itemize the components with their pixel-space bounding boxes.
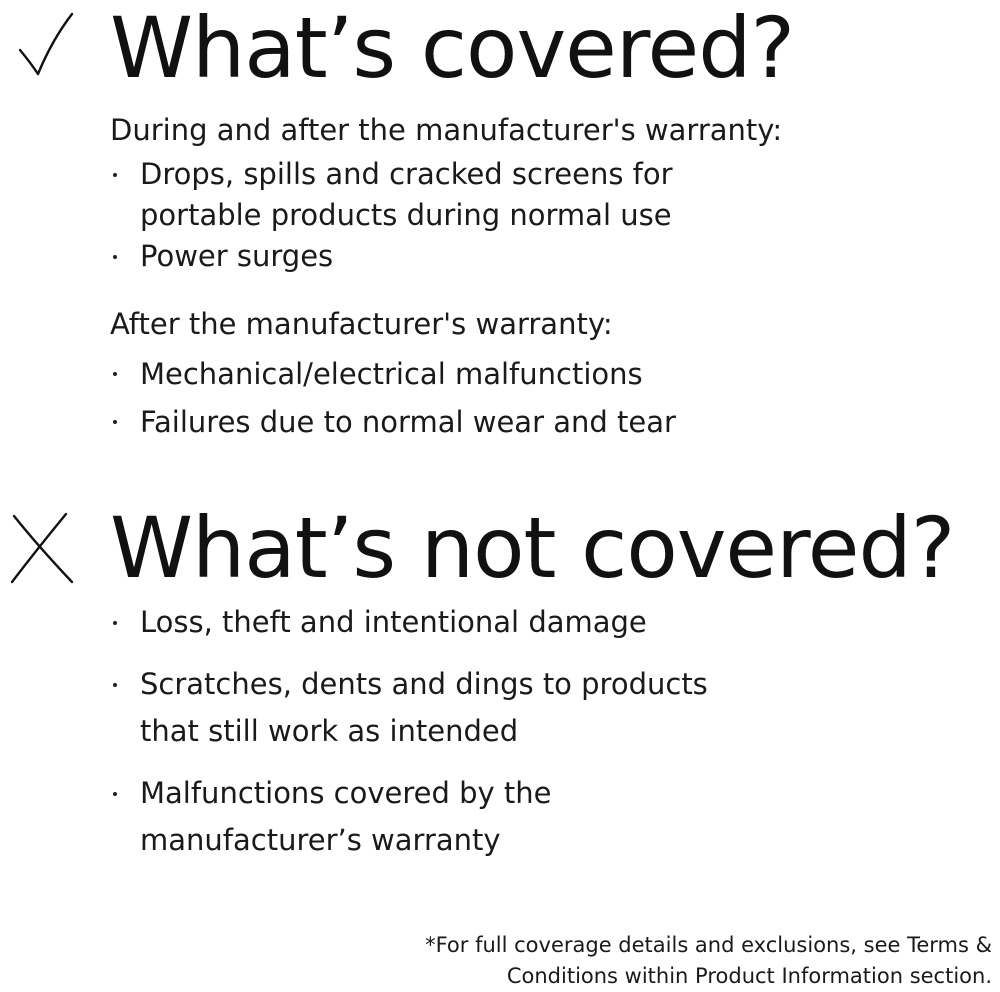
during-after-warranty-list [110, 154, 673, 277]
list-item-line: Loss, theft and intentional damage [140, 605, 647, 639]
footnote-line: *For full coverage details and exclusions, see Terms & [425, 933, 992, 957]
list-item-line: manufacturer’s warranty [140, 823, 501, 857]
not-covered-list [110, 599, 708, 864]
list-item-line: Drops, spills and cracked screens for [140, 157, 673, 191]
during-after-warranty-label: During and after the manufacturer's warranty: [110, 113, 783, 147]
list-item [110, 661, 708, 755]
after-warranty-label: After the manufacturer's warranty: [110, 307, 613, 341]
list-item [110, 599, 708, 646]
footnote-line: Conditions within Product Information section. [506, 964, 992, 988]
list-item [110, 770, 708, 864]
list-item [110, 154, 673, 236]
list-item [110, 398, 676, 446]
check-mark-icon [16, 10, 76, 78]
list-item-line: Scratches, dents and dings to products [140, 667, 708, 701]
list-item-line: Mechanical/electrical malfunctions [140, 357, 643, 391]
list-item-line: portable products during normal use [140, 198, 672, 232]
list-item [110, 350, 676, 398]
covered-heading: What’s covered? [110, 0, 795, 97]
list-item-line: Failures due to normal wear and tear [140, 405, 676, 439]
list-item-line: Malfunctions covered by the [140, 776, 552, 810]
coverage-footnote [425, 930, 992, 992]
not-covered-heading: What’s not covered? [110, 499, 955, 597]
list-item-line: that still work as intended [140, 714, 519, 748]
list-item [110, 236, 673, 277]
list-item-line: Power surges [140, 239, 334, 273]
x-mark-icon [8, 508, 76, 586]
after-warranty-list [110, 350, 676, 446]
